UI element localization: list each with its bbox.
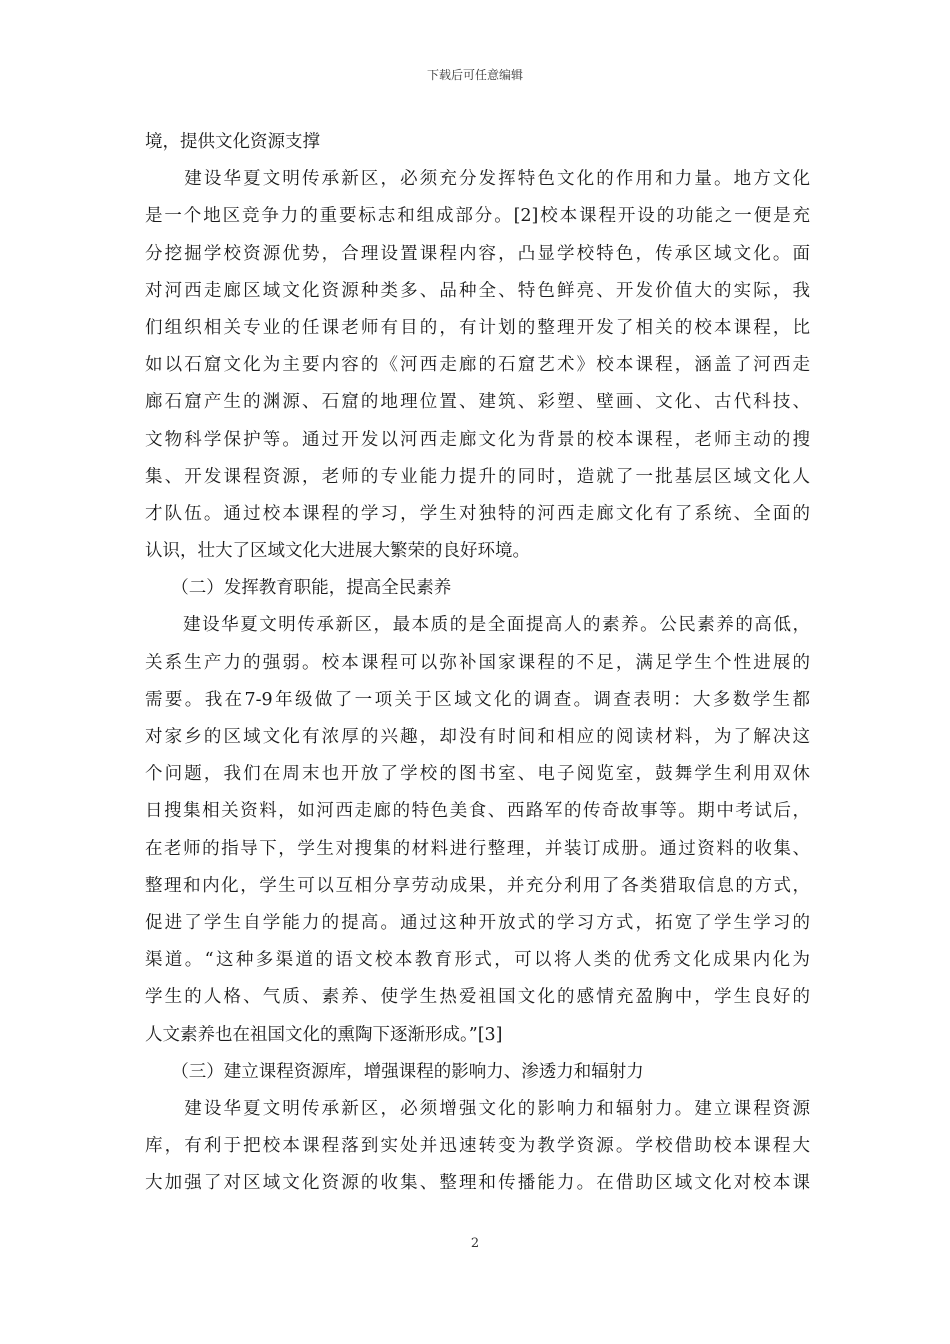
text-line: 建设华夏文明传承新区，最本质的是全面提高人的素养。公民素养的高低， [145, 615, 810, 636]
section-heading: （二）发挥教育职能，提高全民素养 [145, 578, 452, 599]
text-line: 渠道。“这种多渠道的语文校本教育形式，可以将人类的优秀文化成果内化为 [145, 950, 810, 971]
text-line: 廊石窟产生的渊源、石窟的地理位置、建筑、彩塑、壁画、文化、古代科技、 [145, 392, 810, 413]
text-line: 境，提供文化资源支撑 [145, 132, 320, 152]
text-line: 建设华夏文明传承新区，必须充分发挥特色文化的作用和力量。地方文化 [145, 169, 810, 190]
text-line: 整理和内化，学生可以互相分享劳动成果，并充分利用了各类猎取信息的方式， [145, 875, 810, 896]
text-line: 在老师的指导下，学生对搜集的材料进行整理，并装订成册。通过资料的收集、 [145, 838, 810, 859]
text-line: 库，有利于把校本课程落到实处并迅速转变为教学资源。学校借助校本课程大 [145, 1136, 810, 1157]
text-line: 关系生产力的强弱。校本课程可以弥补国家课程的不足，满足学生个性进展的 [145, 652, 810, 673]
text-line: 个问题，我们在周末也开放了学校的图书室、电子阅览室，鼓舞学生利用双休 [145, 764, 810, 785]
text-line: 认识，壮大了区域文化大进展大繁荣的良好环境。 [145, 541, 530, 562]
text-line: 才队伍。通过校本课程的学习，学生对独特的河西走廊文化有了系统、全面的 [145, 503, 810, 524]
section-heading: （三）建立课程资源库，增强课程的影响力、渗透力和辐射力 [145, 1061, 644, 1082]
text-line: 促进了学生自学能力的提高。通过这种开放式的学习方式，拓宽了学生学习的 [145, 912, 810, 933]
text-line: 集、开发课程资源，老师的专业能力提升的同时，造就了一批基层区域文化人 [145, 466, 810, 487]
text-line: 人文素养也在祖国文化的熏陶下逐渐形成。”[3] [145, 1024, 503, 1045]
document-body [145, 124, 810, 1202]
text-line: 对家乡的区域文化有浓厚的兴趣，却没有时间和相应的阅读材料，为了解决这 [145, 727, 810, 747]
text-line: 建设华夏文明传承新区，必须增强文化的影响力和辐射力。建立课程资源 [145, 1098, 810, 1119]
text-line: 如以石窟文化为主要内容的《河西走廊的石窟艺术》校本课程，涵盖了河西走 [145, 355, 810, 376]
text-line: 需要。我在7-9年级做了一项关于区域文化的调查。调查表明：大多数学生都 [145, 689, 810, 710]
page-header: 下载后可任意编辑 [426, 68, 523, 82]
text-line: 日搜集相关资料，如河西走廊的特色美食、西路军的传奇故事等。期中考试后， [145, 801, 810, 822]
page-number: 2 [470, 1236, 480, 1251]
text-line: 们组织相关专业的任课老师有目的，有计划的整理开发了相关的校本课程，比 [145, 317, 810, 338]
text-line: 分挖掘学校资源优势，合理设置课程内容，凸显学校特色，传承区域文化。面 [145, 243, 810, 264]
text-line: 大加强了对区域文化资源的收集、整理和传播能力。在借助区域文化对校本课 [145, 1173, 810, 1194]
text-line: 学生的人格、气质、素养、使学生热爱祖国文化的感情充盈胸中，学生良好的 [145, 987, 810, 1008]
text-line: 是一个地区竞争力的重要标志和组成部分。[2]校本课程开设的功能之一便是充 [145, 206, 810, 227]
text-line: 对河西走廊区域文化资源种类多、品种全、特色鲜亮、开发价值大的实际，我 [145, 280, 810, 301]
text-line: 文物科学保护等。通过开发以河西走廊文化为背景的校本课程，老师主动的搜 [145, 429, 810, 450]
